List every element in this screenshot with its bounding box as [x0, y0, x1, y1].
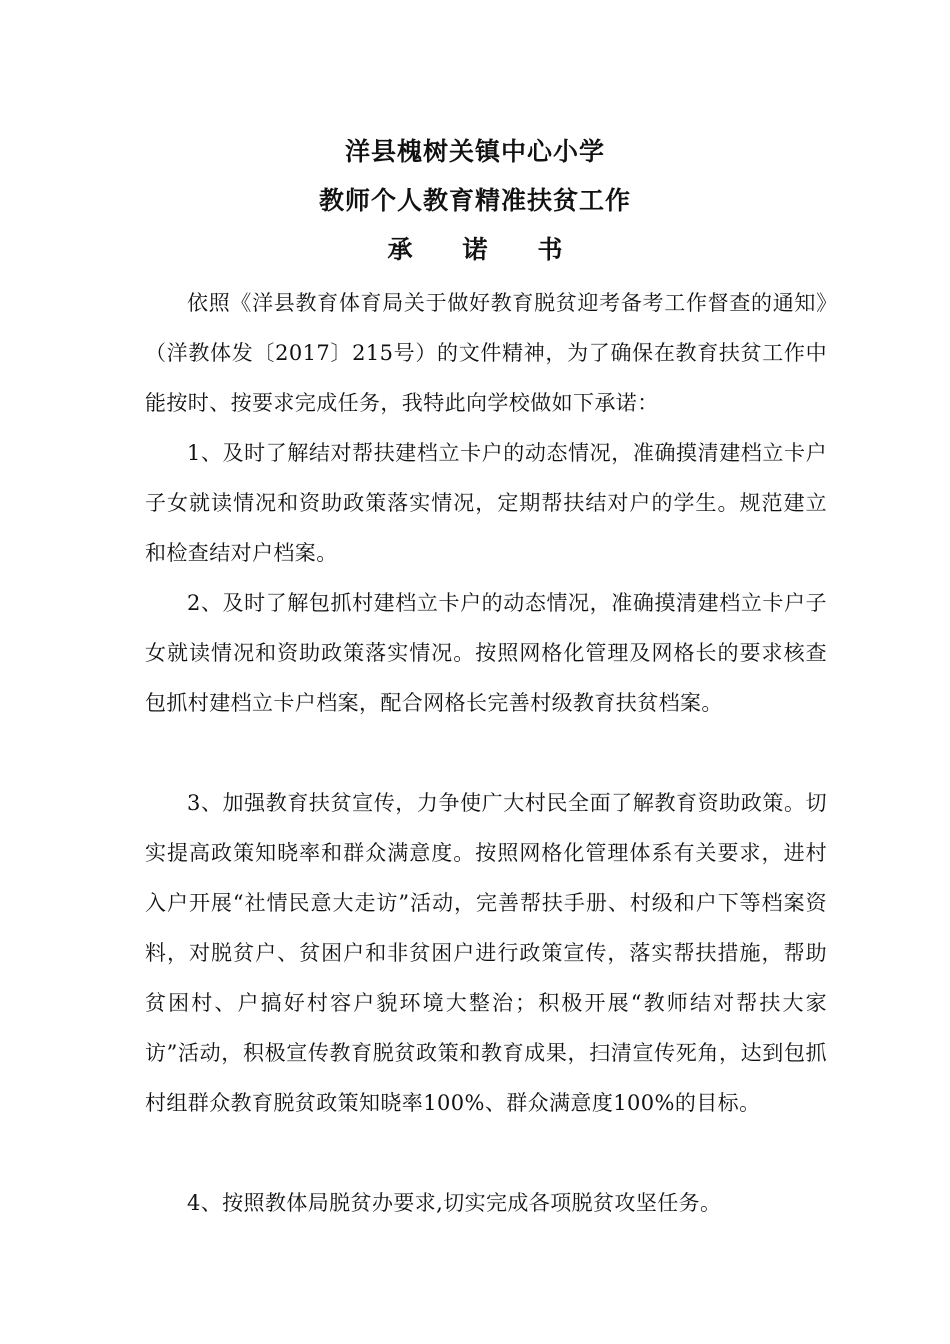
pledge-title-char: 诺	[462, 235, 488, 264]
intro-paragraph: 依照《洋县教育体育局关于做好教育脱贫迎考备考工作督查的通知》（洋教体发〔2017〕215号）的文件精神，为了确保在教育扶贫工作中能按时、按要求完成任务，我特此向学校做如下承诺：	[145, 291, 827, 415]
pledge-item-2: 2、及时了解包抓村建档立卡户的动态情况，准确摸清建档立卡户子女就读情况和资助政策落实情况。按照网格化管理及网格长的要求核查包抓村建档立卡户档案，配合网格长完善村级教育扶贫档案。	[145, 591, 827, 715]
pledge-title-char: 书	[537, 235, 563, 264]
pledge-item-4: 4、按照教体局脱贫办要求,切实完成各项脱贫攻坚任务。	[187, 1191, 722, 1215]
pledge-item-1: 1、及时了解结对帮扶建档立卡户的动态情况，准确摸清建档立卡户子女就读情况和资助政策落实情况，定期帮扶结对户的学生。规范建立和检查结对户档案。	[145, 441, 827, 565]
school-name-title: 洋县槐树关镇中心小学	[344, 137, 605, 166]
pledge-item-3: 3、加强教育扶贫宣传，力争使广大村民全面了解教育资助政策。切实提高政策知晓率和群众满意度。按照网格化管理体系有关要求，进村入户开展“社情民意大走访”活动，完善帮扶手册、村级和户下等档案资料，对脱贫户、贫困户和非贫困户进行政策宣传，落实帮扶措施，帮助贫困村、户搞好村容户貌环境大整治；积极开展“教师结对帮扶大家访”活动，积极宣传教育脱贫政策和教育成果，扫清宣传死角，达到包抓村组群众教育脱贫政策知晓率100%、群众满意度100%的目标。	[145, 791, 827, 1115]
work-subtitle: 教师个人教育精准扶贫工作	[318, 186, 631, 215]
pledge-title-char: 承	[387, 235, 413, 264]
pledge-title	[0, 234, 950, 266]
